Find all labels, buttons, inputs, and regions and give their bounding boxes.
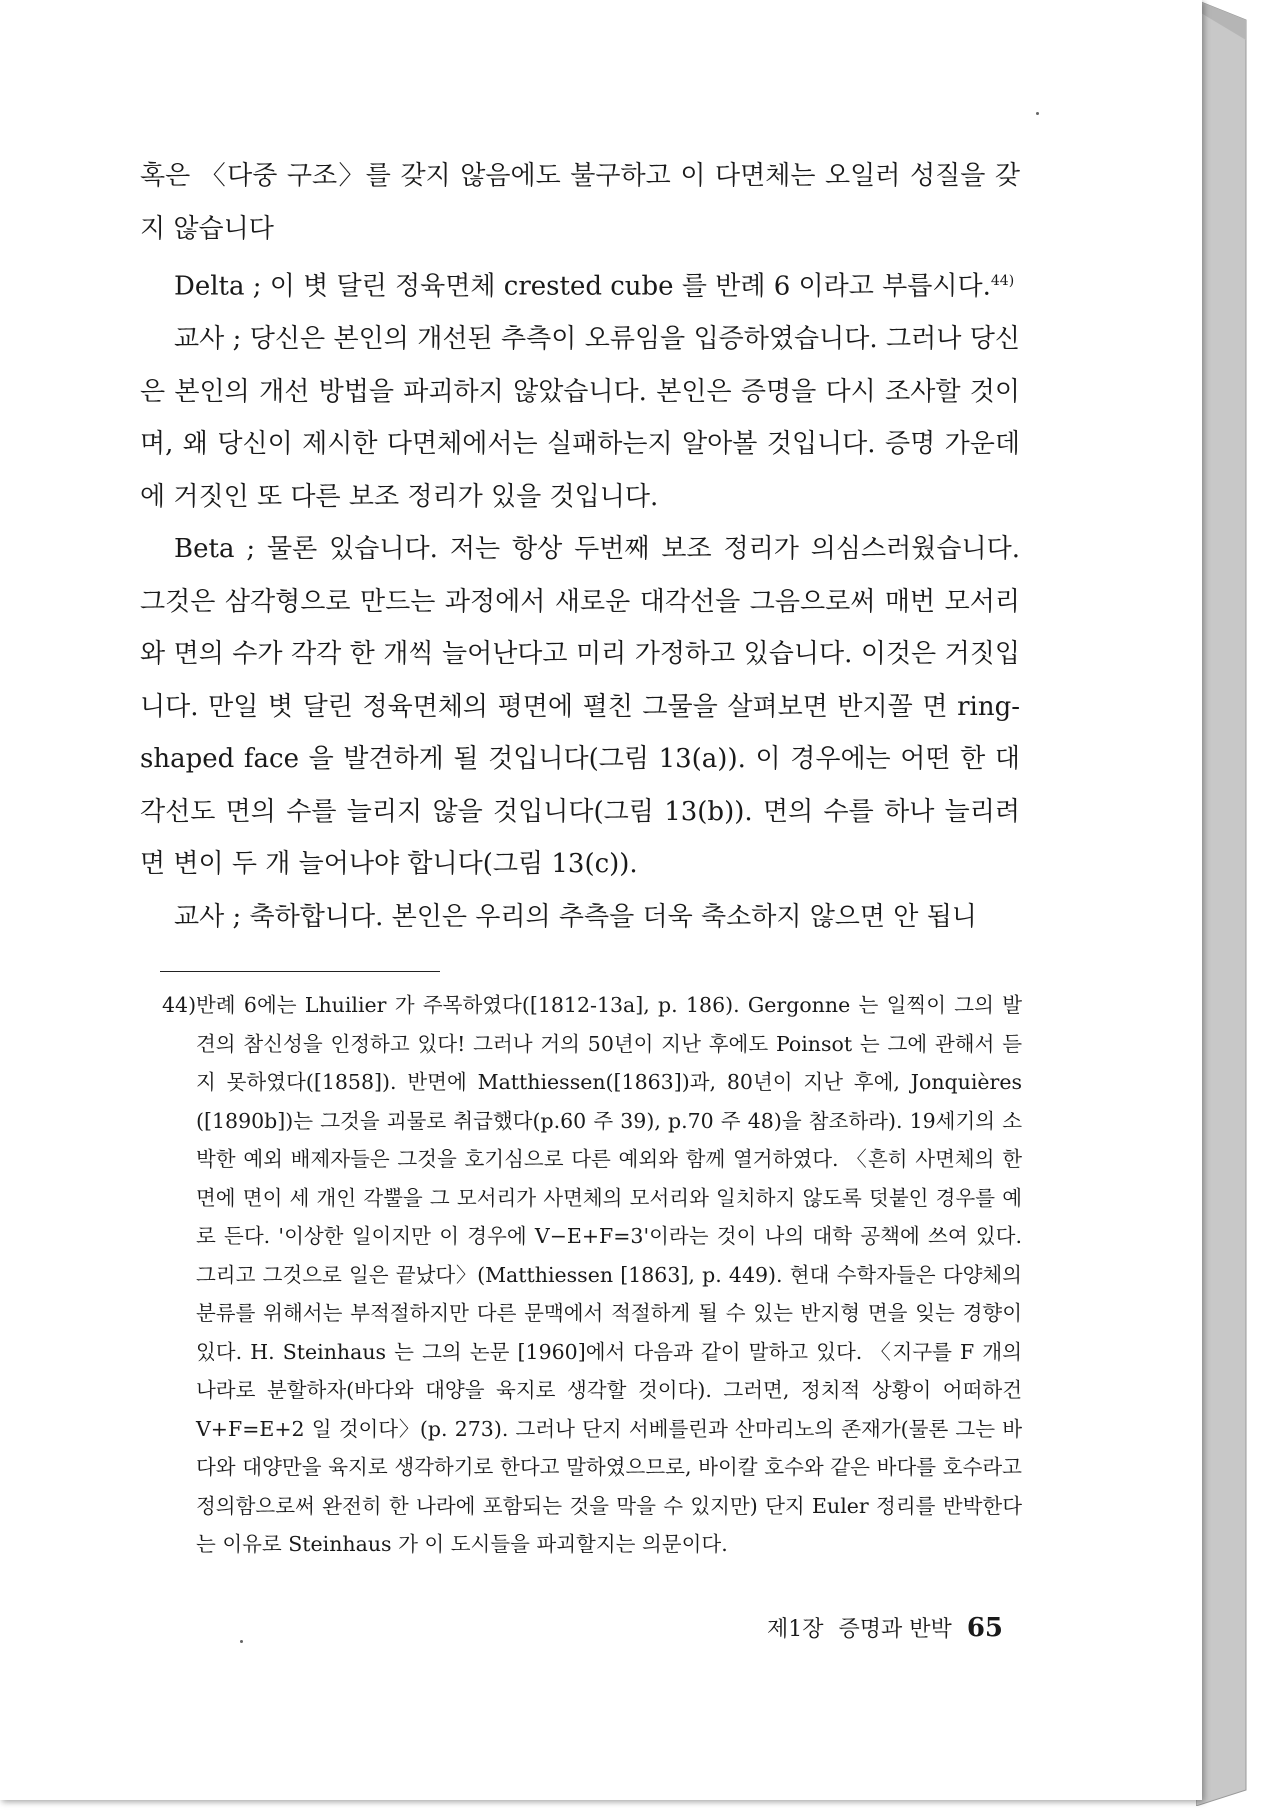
- paragraph: [140, 255, 1020, 313]
- paragraph: 혹은 〈다중 구조〉를 갖지 않음에도 불구하고 이 다면체는 오일러 성질을 갖지 않습니다: [140, 161, 1020, 244]
- paragraph: 교사 ; 당신은 본인의 개선된 추측이 오류임을 입증하였습니다. 그러나 당신은 본인의 개선 방법을 파괴하지 않았습니다. 본인은 증명을 다시 조사할 것이며, 왜 당신이 제시한 다면체에서는 실패하는지 알아볼 것입니다. 증명 가운데에 거짓인 또 다른 보조 정리가 있을 것입니다.: [140, 324, 1020, 512]
- book-page-edge: [1196, 0, 1256, 1806]
- footnote-divider: [160, 971, 440, 972]
- chapter-label: 제1장: [767, 1617, 824, 1642]
- footnote-ref[interactable]: 44): [990, 273, 1015, 289]
- footnote: [162, 986, 1022, 1564]
- paragraph: Beta ; 물론 있습니다. 저는 항상 두번째 보조 정리가 의심스러웠습니다. 그것은 삼각형으로 만드는 과정에서 새로운 대각선을 그음으로써 매번 모서리와 면의 수가 각각 한 개씩 늘어난다고 미리 가정하고 있습니다. 이것은 거짓입니다. 만일 볏 달린 정육면체의 평면에 펼친 그물을 살펴보면 반지꼴 면 ring-shaped face 을 발견하게 될 것입니다(그림 13(a)). 이 경우에는 어떤 한 대각선도 면의 수를 늘리지 않을 것입니다(그림 13(b)). 면의 수를 하나 늘리려면 변이 두 개 늘어나야 합니다(그림 13(c)).: [140, 534, 1020, 880]
- page-number: 65: [966, 1613, 1003, 1643]
- page-speck: [240, 1640, 243, 1643]
- body-text: [140, 150, 1020, 943]
- paragraph: 교사 ; 축하합니다. 본인은 우리의 추측을 더욱 축소하지 않으면 안 됩니: [174, 901, 977, 932]
- paragraph-text: Delta ; 이 볏 달린 정육면체 crested cube 를 반례 6 이라고 부릅시다.: [174, 271, 991, 302]
- footnote-number: 44): [162, 993, 197, 1017]
- page-speck: [1036, 112, 1039, 115]
- footnote-paragraph: [162, 986, 1022, 1564]
- running-footer: [700, 1612, 1003, 1643]
- chapter-title: 증명과 반박: [838, 1617, 952, 1642]
- footnote-text: 반례 6에는 Lhuilier 가 주목하였다([1812-13a], p. 186). Gergonne 는 일찍이 그의 발견의 참신성을 인정하고 있다! 그러나 거의 50년이 지난 후에도 Poinsot 는 그에 관해서 듣지 못하였다([1858]). 반면에 Matthiessen([1863])과, 80년이 지난 후에, Jonquières ([1890b])는 그것을 괴물로 취급했다(p.60 주 39), p.70 주 48)을 참조하라). 19세기의 소박한 예외 배제자들은 그것을 호기심으로 다른 예외와 함께 열거하였다. 〈흔히 사면체의 한 면에 면이 세 개인 각뿔을 그 모서리가 사면체의 모서리와 일치하지 않도록 덧붙인 경우를 예로 든다. '이상한 일이지만 이 경우에 V−E+F=3'이라는 것이 나의 대학 공책에 쓰여 있다. 그리고 그것으로 일은 끝났다〉(Matthiessen [1863], p. 449). 현대 수학자들은 다양체의 분류를 위해서는 부적절하지만 다른 문맥에서 적절하게 될 수 있는 반지형 면을 잊는 경향이 있다. H. Steinhaus 는 그의 논문 [1960]에서 다음과 같이 말하고 있다. 〈지구를 F 개의 나라로 분할하자(바다와 대양을 육지로 생각할 것이다). 그러면, 정치적 상황이 어떠하건 V+F=E+2 일 것이다〉(p. 273). 그러나 단지 서베를린과 산마리노의 존재가(물론 그는 바다와 대양만을 육지로 생각하기로 한다고 말하였으므로, 바이칼 호수와 같은 바다를 호수라고 정의함으로써 완전히 한 나라에 포함되는 것을 막을 수 있지만) 단지 Euler 정리를 반박한다는 이유로 Steinhaus 가 이 도시들을 파괴할지는 의문이다.: [196, 993, 1022, 1556]
